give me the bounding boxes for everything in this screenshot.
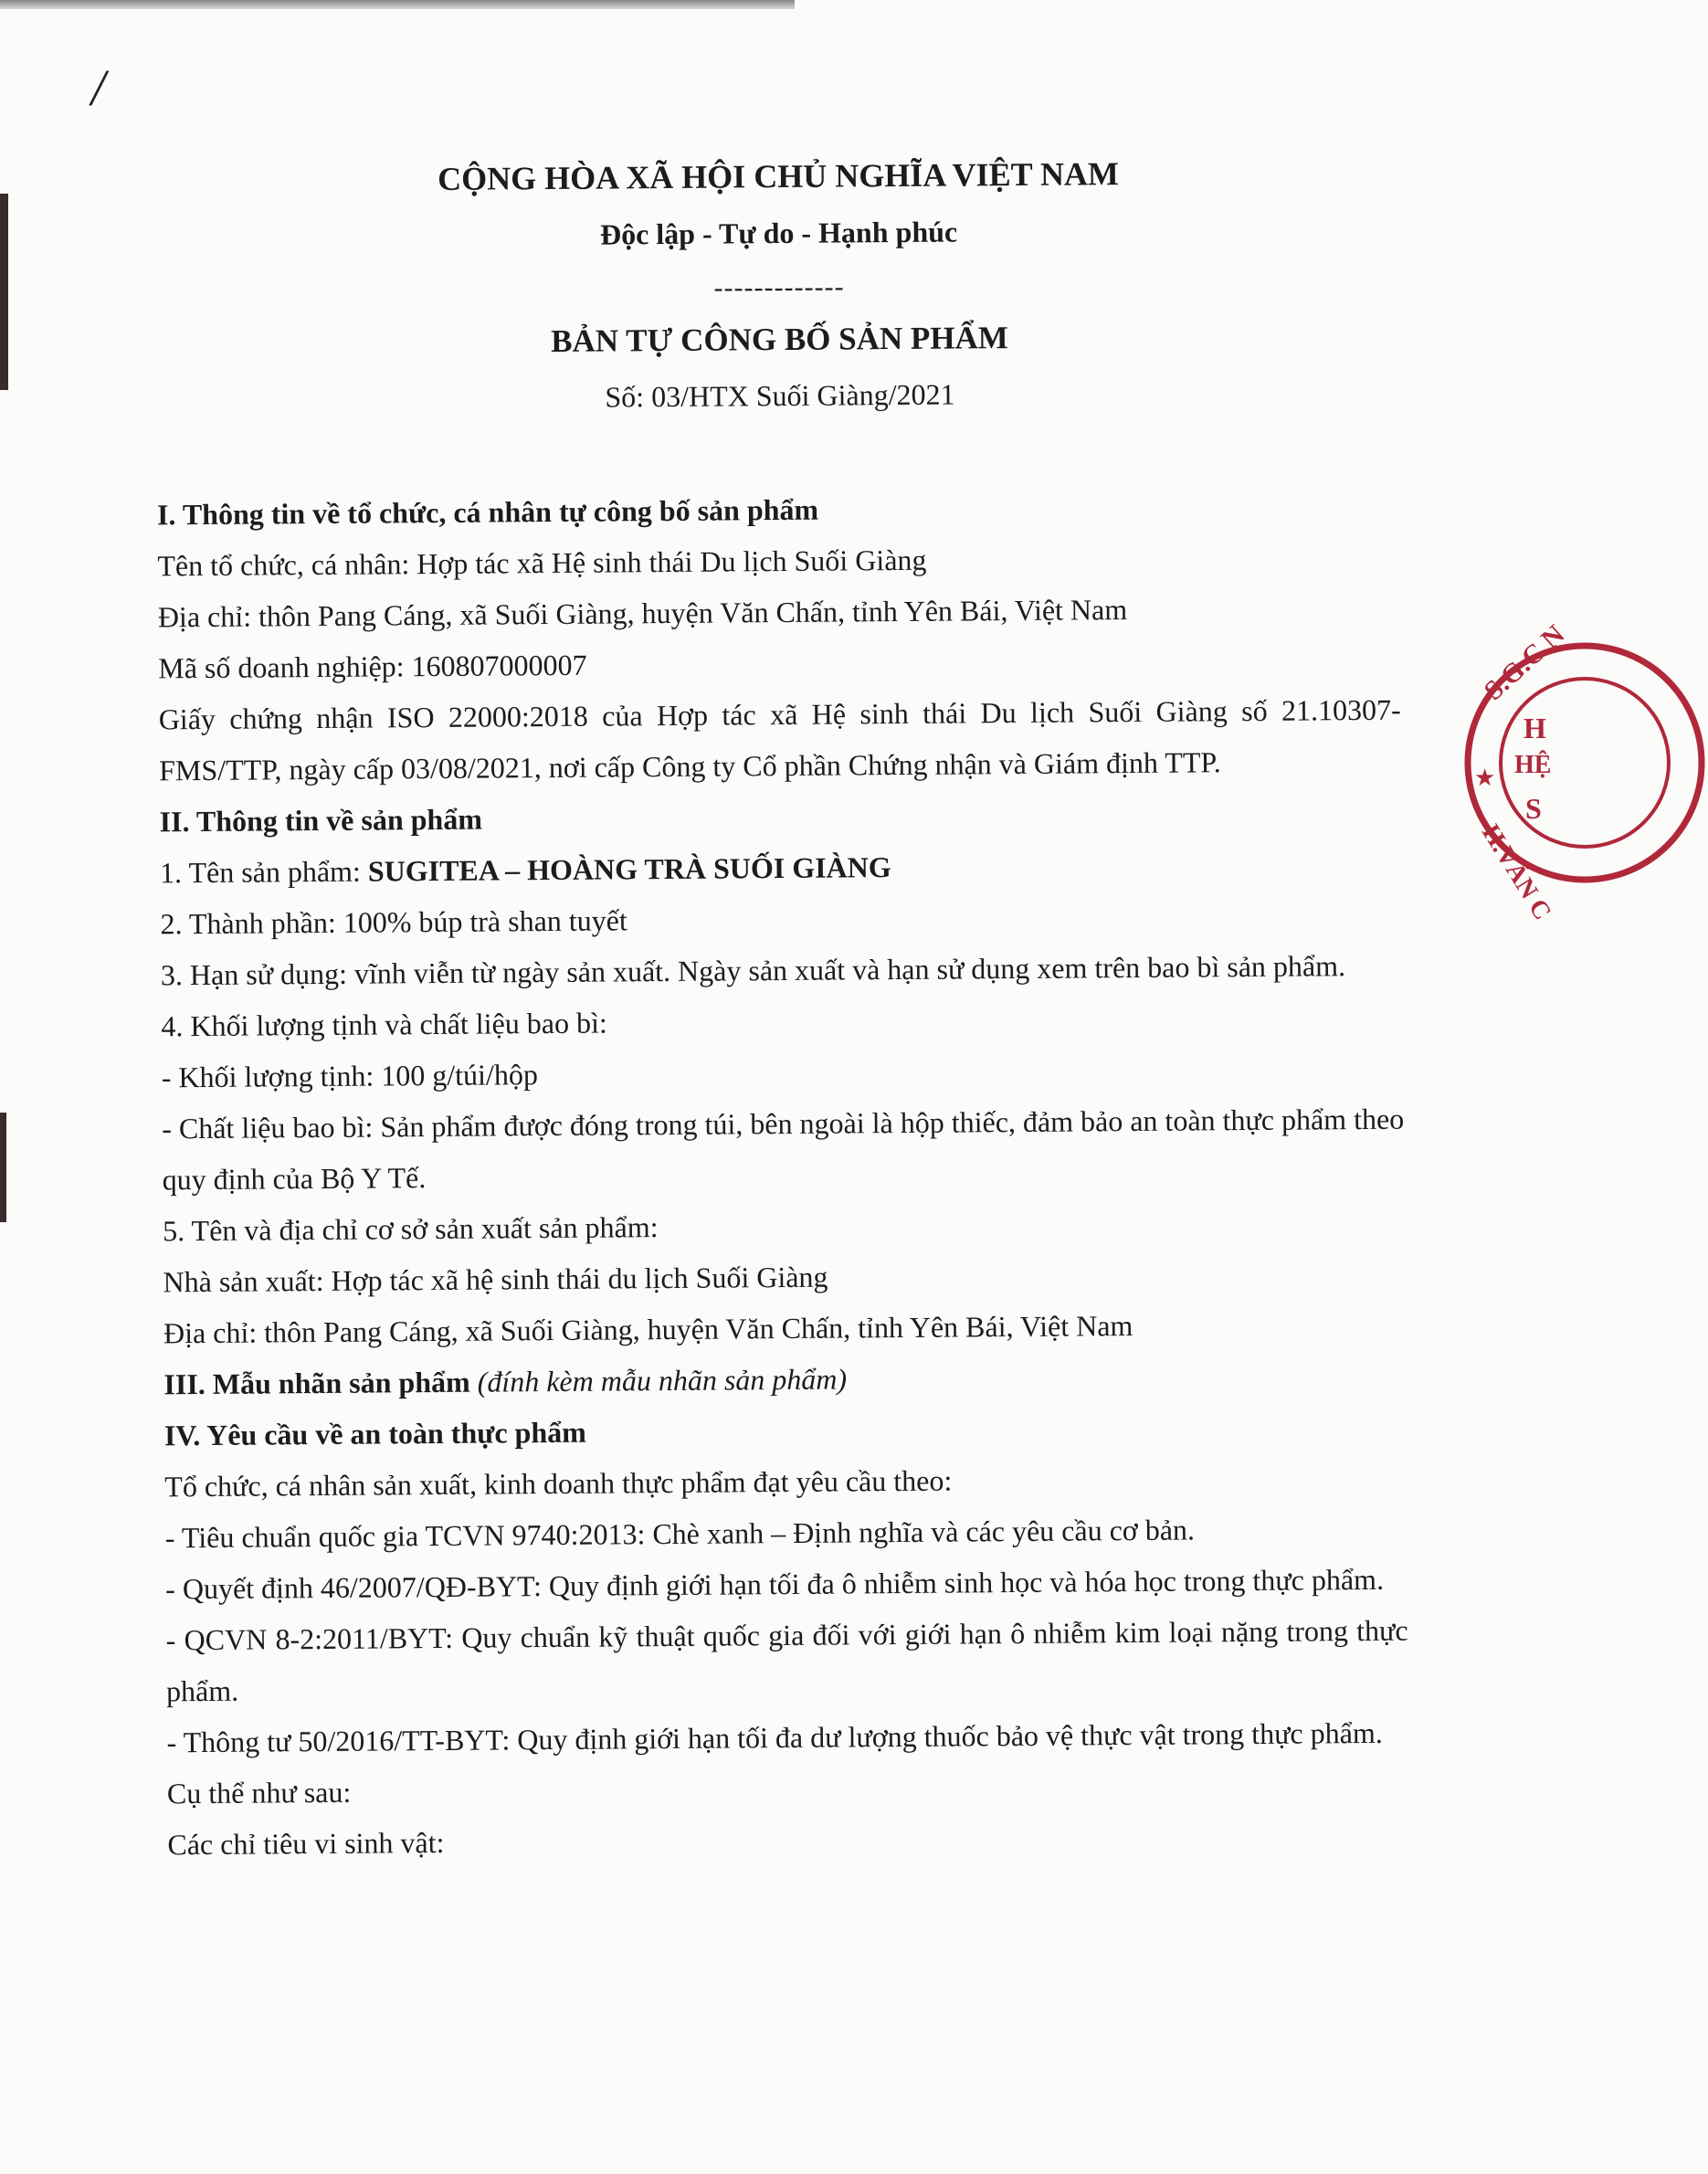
iso-certificate: Giấy chứng nhận ISO 22000:2018 của Hợp tác xã Hệ sinh thái Du lịch Suối Giàng số 21.10307-FMS/TTP, ngày cấp 03/08/2021, nơi cấp Công ty Cổ phần Chứng nhận và Giám định TTP.: [158, 692, 1401, 787]
requirement-decision-46: - Quyết định 46/2007/QĐ-BYT: Quy định giới hạn tối đa ô nhiễm sinh học và hóa học trong thực phẩm.: [165, 1562, 1385, 1606]
document-number: Số: 03/HTX Suối Giàng/2021: [605, 377, 955, 414]
stamp-ring-text: S.G.C.N: [1478, 618, 1571, 707]
requirement-qcvn: - QCVN 8-2:2011/BYT: Quy chuẩn kỹ thuật quốc gia đối với giới hạn ô nhiễm kim loại nặng trong thực phẩm.: [165, 1613, 1408, 1708]
net-weight: - Khối lượng tịnh: 100 g/túi/hộp: [161, 1058, 538, 1094]
document-body: [157, 480, 1410, 1871]
shelf-life: 3. Hạn sử dụng: vĩnh viễn từ ngày sản xuất. Ngày sản xuất và hạn sử dụng xem trên bao bì sản phẩm.: [160, 949, 1346, 992]
document-title: BẢN TỰ CÔNG BỐ SẢN PHẨM: [550, 320, 1008, 359]
red-seal-stamp: [1461, 618, 1708, 925]
page-mark: /: [87, 57, 111, 119]
manufacturer: Nhà sản xuất: Hợp tác xã hệ sinh thái du lịch Suối Giàng: [163, 1260, 828, 1299]
section-4-heading: IV. Yêu cầu về an toàn thực phẩm: [163, 1415, 586, 1452]
tax-code: Mã số doanh nghiệp: 160807000007: [158, 648, 587, 685]
section-2-heading: II. Thông tin về sản phẩm: [159, 802, 483, 839]
product-name-label: 1. Tên sản phẩm:: [159, 854, 369, 890]
requirement-tcvn: - Tiêu chuẩn quốc gia TCVN 9740:2013: Chè xanh – Định nghĩa và các yêu cầu cơ bản.: [164, 1513, 1196, 1555]
requirement-circular-50: - Thông tư 50/2016/TT-BYT: Quy định giới hạn tối đa dư lượng thuốc bảo vệ thực vật trong thực phẩm.: [166, 1715, 1383, 1759]
section-3-note: (đính kèm mẫu nhãn sản phẩm): [477, 1362, 848, 1398]
section-1-heading: I. Thông tin về tổ chức, cá nhân tự công bố sản phẩm: [156, 492, 819, 532]
packaging-material: - Chất liệu bao bì: Sản phẩm được đóng trong túi, bên ngoài là hộp thiếc, đảm bảo an toàn thực phẩm theo quy định của Bộ Y Tế.: [162, 1102, 1405, 1197]
product-name: SUGITEA – HOÀNG TRÀ SUỐI GIÀNG: [367, 850, 891, 888]
microbiology-title: Các chỉ tiêu vi sinh vật:: [167, 1825, 445, 1862]
section-3-title: III. Mẫu nhãn sản phẩm: [163, 1365, 478, 1401]
ingredients: 2. Thành phần: 100% búp trà shan tuyết: [160, 903, 627, 941]
details-intro: Cụ thể như sau:: [166, 1775, 352, 1810]
national-motto: Độc lập - Tự do - Hạnh phúc: [599, 215, 958, 251]
stamp-inner-top: H: [1523, 712, 1546, 744]
stamp-star-icon: ★: [1474, 765, 1496, 791]
manufacturer-address: Địa chỉ: thôn Pang Cáng, xã Suối Giàng, huyện Văn Chấn, tỉnh Yên Bái, Việt Nam: [163, 1309, 1133, 1350]
header-separator: -------------: [713, 271, 845, 303]
manufacturer-title: 5. Tên và địa chỉ cơ sở sản xuất sản phẩm:: [162, 1210, 659, 1248]
packaging-title: 4. Khối lượng tịnh và chất liệu bao bì:: [161, 1006, 607, 1043]
stamp-inner-mid: HỆ: [1514, 751, 1552, 779]
national-title: CỘNG HÒA XÃ HỘI CHỦ NGHĨA VIỆT NAM: [438, 155, 1120, 197]
stamp-inner-low: S: [1525, 792, 1542, 825]
requirements-intro: Tổ chức, cá nhân sản xuất, kinh doanh thực phẩm đạt yêu cầu theo:: [164, 1463, 953, 1504]
stamp-ring-bottom: H.VĂN C: [1476, 819, 1557, 925]
org-address: Địa chỉ: thôn Pang Cáng, xã Suối Giàng, huyện Văn Chấn, tỉnh Yên Bái, Việt Nam: [157, 593, 1128, 634]
org-name: Tên tổ chức, cá nhân: Hợp tác xã Hệ sinh thái Du lịch Suối Giàng: [157, 543, 927, 583]
